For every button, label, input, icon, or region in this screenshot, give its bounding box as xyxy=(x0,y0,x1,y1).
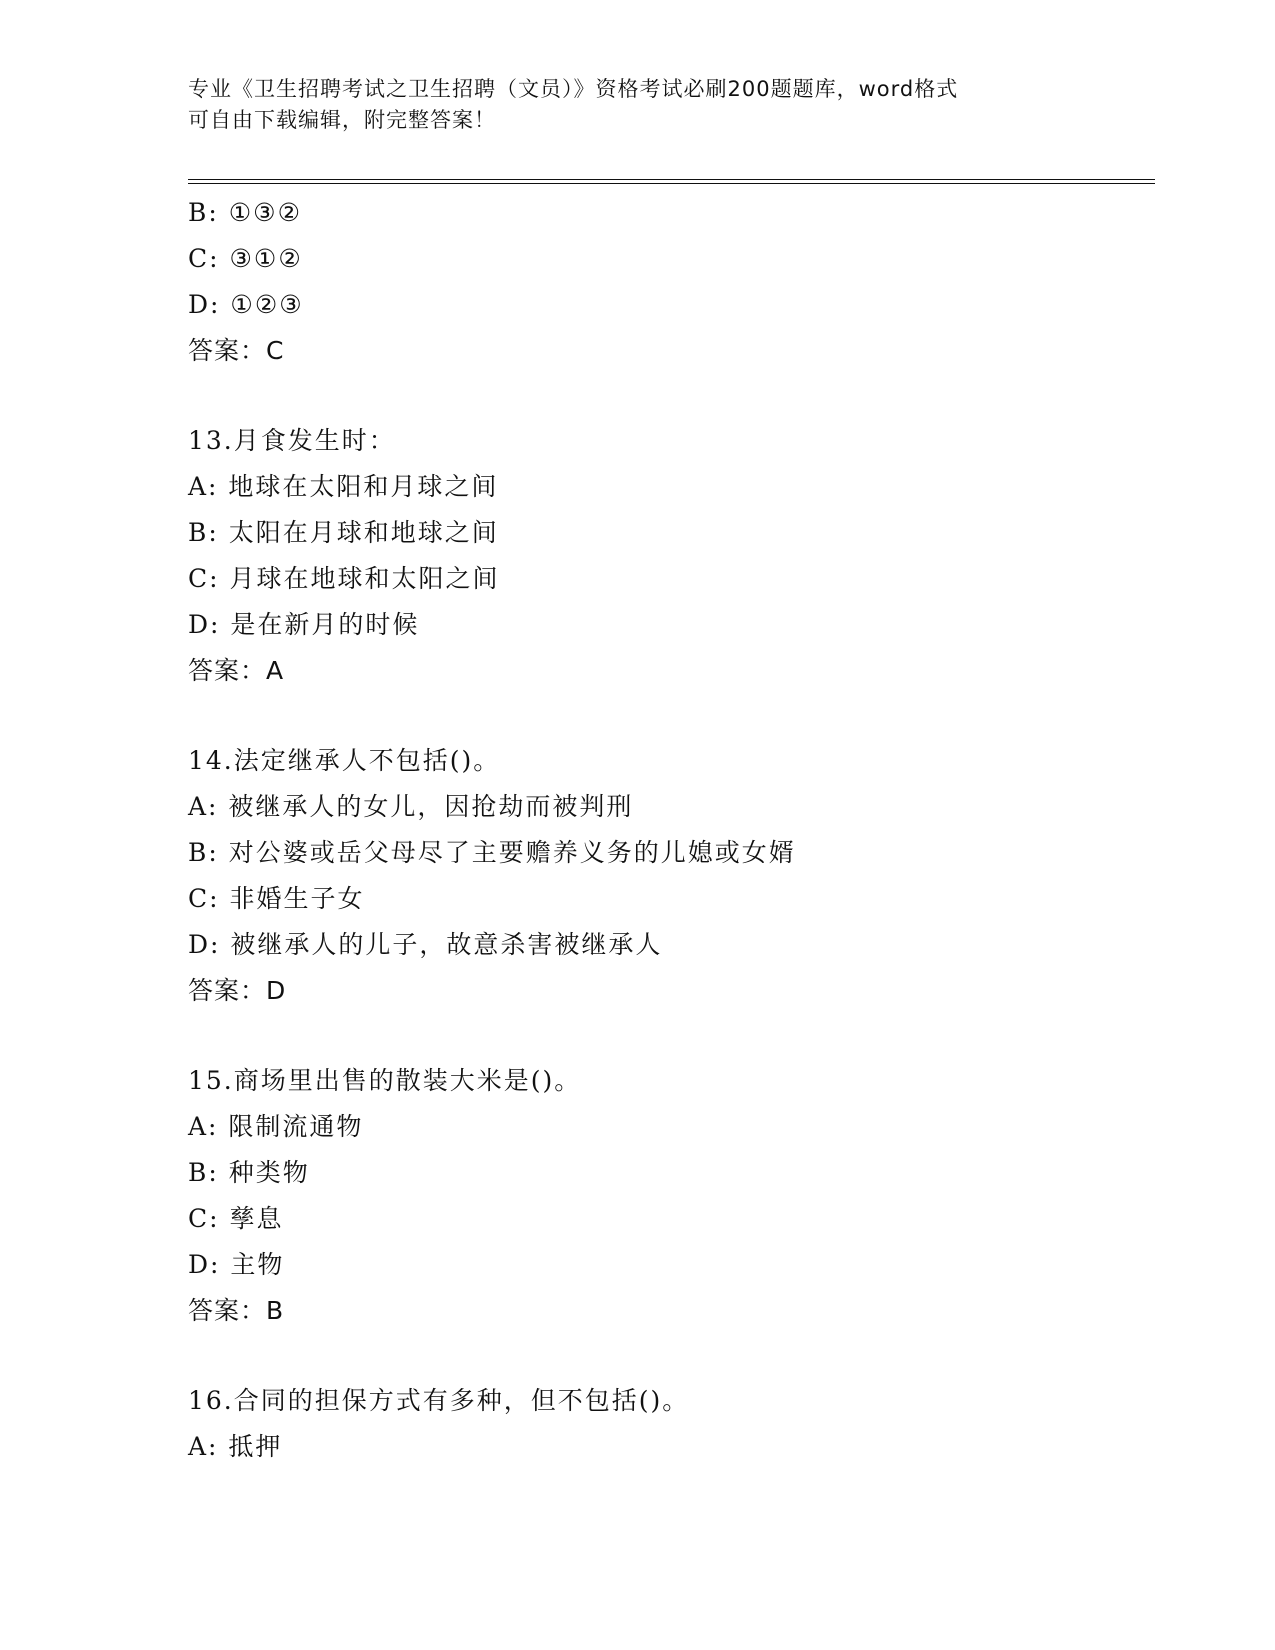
question-stem: 15.商场里出售的散装大米是()。 xyxy=(188,1066,582,1095)
option-d: D: 主物 xyxy=(188,1250,285,1279)
question-13 xyxy=(188,418,1155,694)
option-a: A: 抵押 xyxy=(188,1432,283,1461)
option-b: B: 种类物 xyxy=(188,1158,310,1187)
question-content xyxy=(188,190,1155,1470)
option-b: B: ①③② xyxy=(188,198,302,227)
option-a: A: 被继承人的女儿，因抢劫而被判刑 xyxy=(188,792,634,821)
option-b: B: 对公婆或岳父母尽了主要赡养义务的儿媳或女婿 xyxy=(188,838,796,867)
answer-line: 答案：A xyxy=(188,656,285,685)
option-a: A: 地球在太阳和月球之间 xyxy=(188,472,499,501)
option-c: C: 孳息 xyxy=(188,1204,284,1233)
option-d: D: 是在新月的时候 xyxy=(188,610,420,639)
option-d: D: ①②③ xyxy=(188,290,304,319)
question-stem: 13.月食发生时： xyxy=(188,426,396,455)
question-14 xyxy=(188,738,1155,1014)
header-line-1: 专业《卫生招聘考试之卫生招聘（文员）》资格考试必刷200题题库，word格式 xyxy=(188,77,959,101)
spacer xyxy=(188,694,1155,738)
option-a: A: 限制流通物 xyxy=(188,1112,364,1141)
spacer xyxy=(188,1334,1155,1378)
header-divider-bottom xyxy=(188,183,1155,184)
answer-line: 答案：C xyxy=(188,336,285,365)
option-c: C: 非婚生子女 xyxy=(188,884,365,913)
header-divider-top xyxy=(188,179,1155,180)
answer-line: 答案：D xyxy=(188,976,287,1005)
question-stem: 14.法定继承人不包括()。 xyxy=(188,746,501,775)
header-line-2: 可自由下载编辑，附完整答案！ xyxy=(188,108,496,132)
answer-line: 答案：B xyxy=(188,1296,285,1325)
option-c: C: 月球在地球和太阳之间 xyxy=(188,564,500,593)
option-b: B: 太阳在月球和地球之间 xyxy=(188,518,499,547)
question-stem: 16.合同的担保方式有多种，但不包括()。 xyxy=(188,1386,690,1415)
question-12-continued xyxy=(188,190,1155,374)
option-d: D: 被继承人的儿子，故意杀害被继承人 xyxy=(188,930,663,959)
document-header xyxy=(188,74,1088,136)
question-15 xyxy=(188,1058,1155,1334)
spacer xyxy=(188,374,1155,418)
spacer xyxy=(188,1014,1155,1058)
question-16 xyxy=(188,1378,1155,1470)
option-c: C: ③①② xyxy=(188,244,303,273)
